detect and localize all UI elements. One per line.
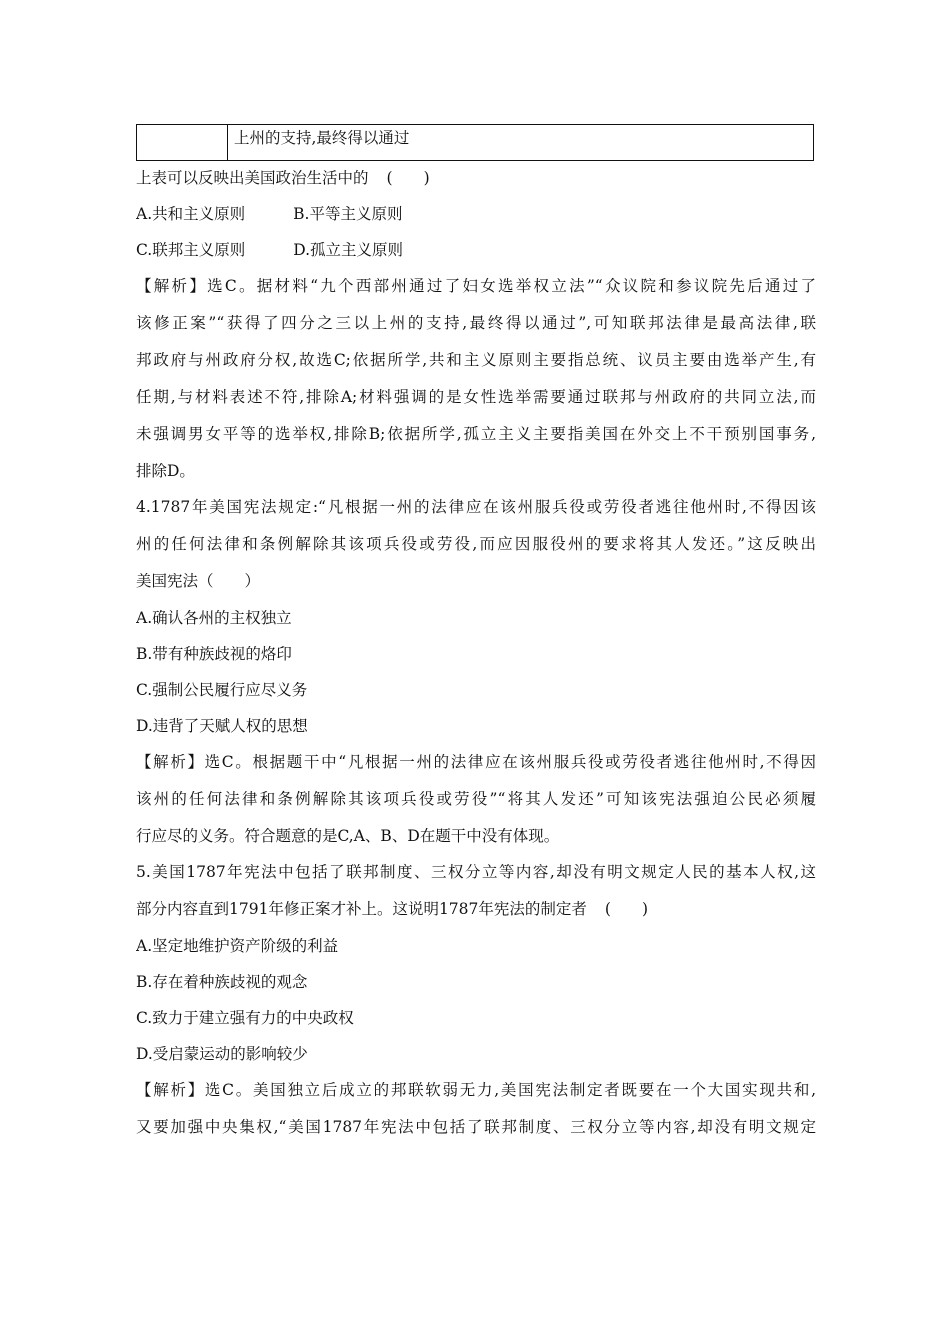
q4-option-c: C.强制公民履行应尽义务 [136,681,308,699]
q3-option-c: C.联邦主义原则 [136,241,246,259]
q5-option-d: D.受启蒙运动的影响较少 [136,1045,308,1063]
q3-answer-bracket: ( ) [386,169,430,187]
q5-analysis-line: 又要加强中央集权,“美国1787年宪法中包括了联邦制度、三权分立等内容,却没有明文规定 [136,1118,816,1136]
q5-option-b: B.存在着种族歧视的观念 [136,973,308,991]
q4-stem-line: 美国宪法（ ） [136,572,261,590]
q4-stem-line: 4.1787年美国宪法规定:“凡根据一州的法律应在该州服兵役或劳役者逃往他州时,不得因该 [136,498,816,516]
q4-option-a: A.确认各州的主权独立 [136,609,292,627]
q3-option-a: A.共和主义原则 [136,205,246,223]
q3-stem: 上表可以反映出美国政治生活中的 ( ) [136,169,430,187]
q3-analysis-line: 排除D。 [136,462,195,480]
q3-option-b: B.平等主义原则 [293,205,403,223]
q5-stem-line: 5.美国1787年宪法中包括了联邦制度、三权分立等内容,却没有明文规定人民的基本人权,这 [136,863,816,881]
q4-stem-line: 州的任何法律和条例解除其该项兵役或劳役,而应因服役州的要求将其人发还。”这反映出 [136,535,816,553]
q3-options-row-2 [136,240,816,260]
table-empty-cell [137,125,228,160]
q3-option-d: D.孤立主义原则 [293,241,404,259]
q3-analysis-line: 【解析】选C。据材料“九个西部州通过了妇女选举权立法”“众议院和参议院先后通过了 [136,277,816,295]
q5-answer-bracket: ( ) [604,900,649,918]
q5-option-c: C.致力于建立强有力的中央政权 [136,1009,354,1027]
q3-analysis-line: 该修正案”“获得了四分之三以上州的支持,最终得以通过”,可知联邦法律是最高法律,联 [136,314,816,332]
q3-analysis-line: 邦政府与州政府分权,故选C;依据所学,共和主义原则主要指总统、议员主要由选举产生,有 [136,351,816,369]
q4-analysis-line: 【解析】选C。根据题干中“凡根据一州的法律应在该州服兵役或劳役者逃往他州时,不得因 [136,753,816,771]
q3-analysis-line: 任期,与材料表述不符,排除A;材料强调的是女性选举需要通过联邦与州政府的共同立法,而 [136,388,816,406]
table-fragment [136,124,814,161]
q4-analysis-line: 该州的任何法律和条例解除其该项兵役或劳役”“将其人发还”可知该宪法强迫公民必须履 [136,790,816,808]
table-cell-text: 上州的支持,最终得以通过 [234,129,410,147]
q3-options-row-1 [136,204,816,224]
q4-option-b: B.带有种族歧视的烙印 [136,645,292,663]
q4-analysis-line: 行应尽的义务。符合题意的是C,A、B、D在题干中没有体现。 [136,827,560,845]
q5-analysis-line: 【解析】选C。美国独立后成立的邦联软弱无力,美国宪法制定者既要在一个大国实现共和, [136,1081,816,1099]
q5-option-a: A.坚定地维护资产阶级的利益 [136,937,339,955]
q4-option-d: D.违背了天赋人权的思想 [136,717,308,735]
q5-stem-line: 部分内容直到1791年修正案才补上。这说明1787年宪法的制定者 ( ) [136,900,649,918]
q3-analysis-line: 未强调男女平等的选举权,排除B;依据所学,孤立主义主要指美国在外交上不干预别国事务, [136,425,816,443]
